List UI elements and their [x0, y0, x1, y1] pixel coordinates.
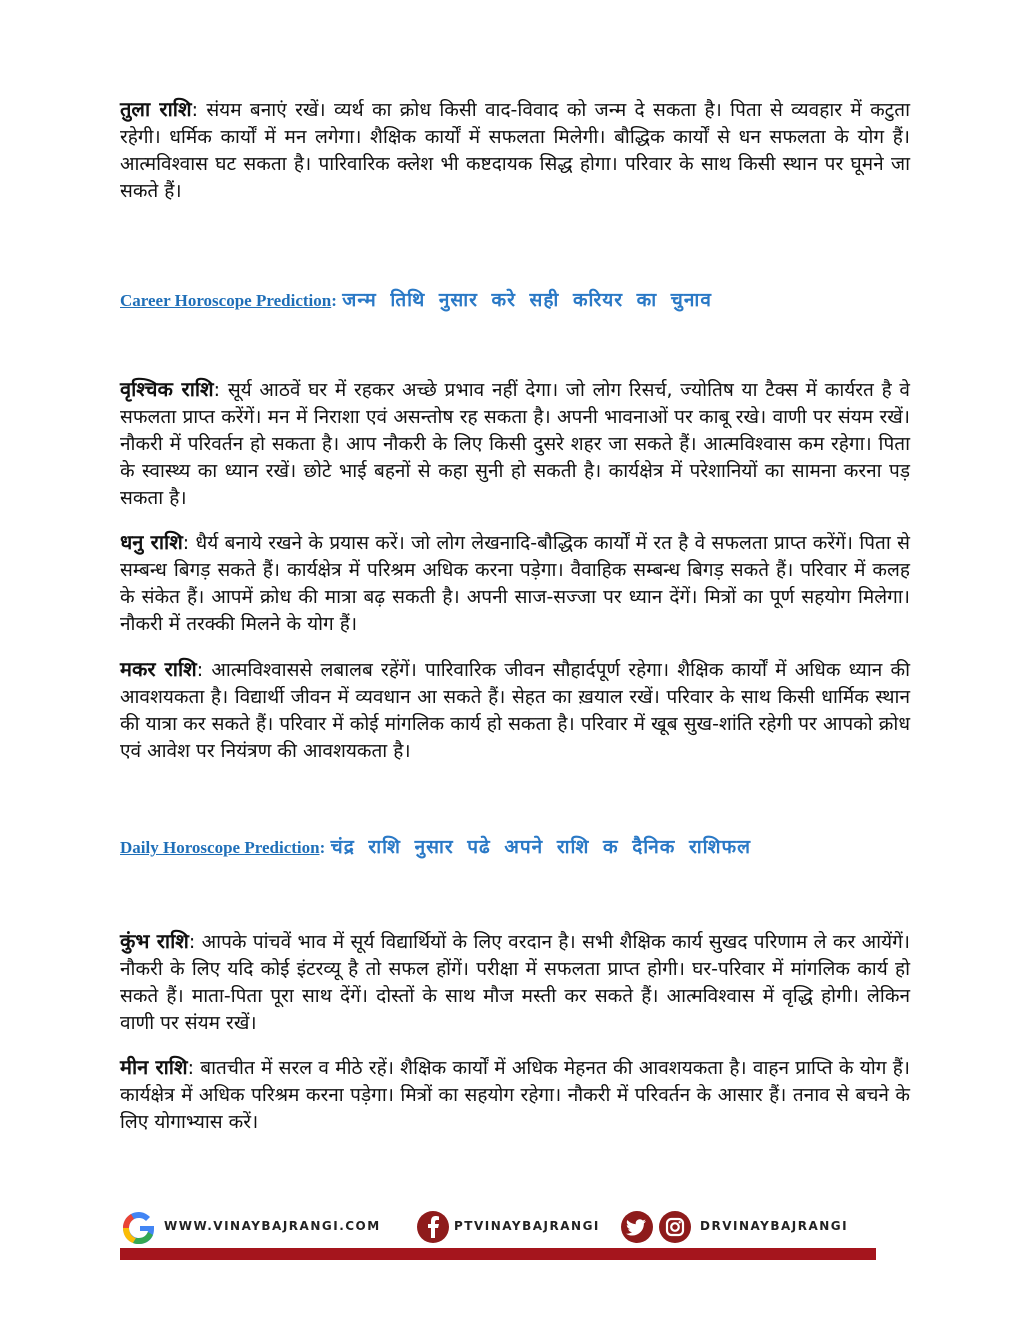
paragraph-tula	[120, 96, 910, 205]
instagram-icon[interactable]	[658, 1210, 692, 1244]
daily-link[interactable]: Daily Horoscope Prediction	[120, 838, 320, 857]
daily-heading-hindi: चंद्र राशि नुसार पढे अपने राशि क दैनिक राशिफल	[330, 836, 752, 858]
career-heading-hindi: जन्म तिथि नुसार करे सही करियर का चुनाव	[342, 289, 712, 311]
footer-links	[120, 1208, 878, 1248]
section-heading-career	[120, 286, 920, 312]
paragraph-makar	[120, 656, 910, 765]
sign-title-dhanu: धनु राशि	[120, 530, 183, 554]
career-link[interactable]: Career Horoscope Prediction	[120, 291, 332, 310]
social-handle[interactable]: DRVINAYBAJRANGI	[700, 1219, 849, 1233]
footer-banner	[120, 1208, 878, 1264]
paragraph-meen	[120, 1054, 910, 1136]
footer-red-bar	[120, 1248, 876, 1260]
paragraph-text: आपके पांचवें भाव में सूर्य विद्यार्थियों के लिए वरदान है। सभी शैक्षिक कार्य सुखद परिणाम ले कर आयेंगें। नौकरी के लिए यदि कोई इंटरव्यू है तो सफल होंगें। परीक्षा में सफलता प्राप्त होगी। घर-परिवार में मांगलिक कार्य हो सकते हैं। माता-पिता पूरा साथ देंगें। दोस्तों के साथ मौज मस्ती कर सकते हैं। आत्मविश्वास में वृद्धि होगी। लेकिन वाणी पर संयम रखें।	[120, 931, 910, 1034]
sign-title-makar: मकर राशि	[120, 657, 197, 681]
sign-title-vrishchik: वृश्चिक राशि	[120, 377, 214, 401]
sign-title-kumbh: कुंभ राशि	[120, 929, 189, 953]
sign-title-tula: तुला राशि	[120, 97, 192, 121]
twitter-icon[interactable]	[620, 1210, 654, 1244]
sign-title-meen: मीन राशि	[120, 1055, 188, 1079]
paragraph-text: आत्मविश्वाससे लबालब रहेंगें। पारिवारिक जीवन सौहार्दपूर्ण रहेगा। शैक्षिक कार्यों में अधिक ध्यान की आवशयकता है। विद्यार्थी जीवन में व्यवधान आ सकते हैं। सेहत का ख़याल रखें। परिवार के साथ किसी धार्मिक स्थान की यात्रा कर सकते हैं। परिवार में कोई मांगलिक कार्य हो सकता है। परिवार में खूब सुख-शांति रहेगी पर आपको क्रोध एवं आवेश पर नियंत्रण की आवशयकता है।	[120, 659, 911, 762]
facebook-handle[interactable]: PTVINAYBAJRANGI	[454, 1219, 600, 1233]
paragraph-dhanu	[120, 529, 910, 638]
paragraph-kumbh	[120, 928, 910, 1037]
paragraph-text: सूर्य आठवें घर में रहकर अच्छे प्रभाव नहीं देगा। जो लोग रिसर्च, ज्योतिष या टैक्स में कार्यरत है वे सफलता प्राप्त करेंगें। मन में निराशा एवं असन्तोष रह सकता है। अपनी भावनाओं पर काबू रखे। वाणी पर संयम रखें। नौकरी में परिवर्तन हो सकता है। आप नौकरी के लिए किसी दुसरे शहर जा सकते हैं। आत्मविश्वास कम रहेगा। पिता के स्वास्थ्य का ध्यान रखें। छोटे भाई बहनों से कहा सुनी हो सकती है। कार्यक्षेत्र में परेशानियों का सामना करना पड़ सकता है।	[120, 379, 910, 509]
paragraph-text: धैर्य बनाये रखने के प्रयास करें। जो लोग लेखनादि-बौद्धिक कार्यों में रत है वे सफलता प्राप्त करेंगें। पिता से सम्बन्ध बिगड़ सकते हैं। कार्यक्षेत्र में परिश्रम अधिक करना पड़ेगा। वैवाहिक सम्बन्ध बिगड़ सकते हैं। परिवार में कलह के संकेत हैं। आपमें क्रोध की मात्रा बढ़ सकती है। अपनी साज-सज्जा पर ध्यान देंगें। मित्रों का पूर्ण सहयोग मिलेगा। नौकरी में तरक्की मिलने के योग हैं।	[120, 532, 910, 635]
facebook-icon[interactable]	[416, 1210, 450, 1244]
sign-separator: :	[213, 379, 221, 401]
website-link[interactable]: WWW.VINAYBAJRANGI.COM	[164, 1219, 381, 1233]
paragraph-text: संयम बनाएं रखें। व्यर्थ का क्रोध किसी वाद-विवाद को जन्म दे सकता है। पिता से व्यवहार में कटुता रहेगी। धर्मिक कार्यों में मन लगेगा। शैक्षिक कार्यों में सफलता मिलेगी। बौद्धिक कार्यों से धन सफलता के योग हैं। आत्मविश्वास घट सकता है। पारिवारिक क्लेश भी कष्टदायक सिद्ध होगा। परिवार के साथ किसी स्थान पर घूमने जा सकते हैं।	[120, 99, 911, 202]
paragraph-text: बातचीत में सरल व मीठे रहें। शैक्षिक कार्यों में अधिक मेहनत की आवशयकता है। वाहन प्राप्ति के योग हैं। कार्यक्षेत्र में अधिक परिश्रम करना पड़ेगा। मित्रों का सहयोग रहेगा। नौकरी में परिवर्तन के आसार हैं। तनाव से बचने के लिए योगाभ्यास करें।	[120, 1057, 911, 1133]
sign-separator: :	[182, 532, 190, 554]
heading-colon: :	[319, 838, 326, 857]
section-heading-daily	[120, 833, 920, 859]
sign-separator: :	[191, 99, 198, 121]
sign-separator: :	[196, 659, 204, 681]
heading-colon: :	[331, 291, 337, 310]
sign-separator: :	[188, 931, 196, 953]
google-icon[interactable]	[120, 1210, 160, 1246]
sign-separator: :	[187, 1057, 194, 1079]
paragraph-vrishchik	[120, 376, 910, 512]
